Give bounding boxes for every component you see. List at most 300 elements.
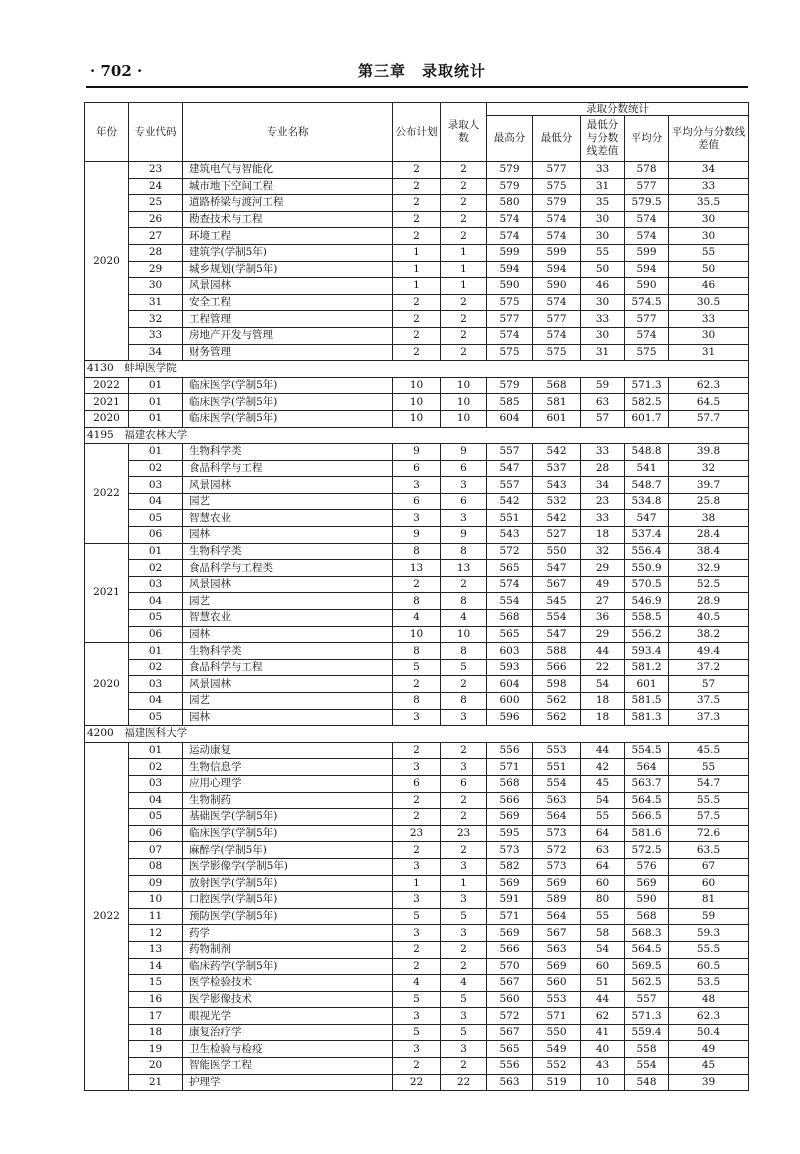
table-row [85,593,749,610]
code-cell: 21 [129,1074,183,1091]
avg-cell: 556.2 [625,626,669,643]
table-row [85,858,749,875]
admitted-cell: 2 [441,344,487,361]
min-cell: 594 [533,261,581,278]
avg-diff-cell: 37.2 [669,659,749,676]
code-cell: 02 [129,759,183,776]
min-cell: 562 [533,693,581,710]
avg-cell: 594 [625,261,669,278]
code-cell: 03 [129,477,183,494]
table-row [85,162,749,179]
max-cell: 565 [487,560,533,577]
plan-cell: 8 [393,543,441,560]
avg-cell: 576 [625,858,669,875]
admitted-cell: 2 [441,311,487,328]
admitted-cell: 2 [441,742,487,759]
plan-cell: 23 [393,825,441,842]
page-number: · 702 · [90,62,143,80]
table-row [85,477,749,494]
plan-cell: 9 [393,527,441,544]
institution-name: 4195 福建农林大学 [85,427,749,444]
max-cell: 557 [487,444,533,461]
avg-cell: 556.4 [625,543,669,560]
chapter-title: 第三章 录取统计 [358,62,487,80]
admitted-cell: 23 [441,825,487,842]
plan-cell: 2 [393,311,441,328]
max-cell: 567 [487,1024,533,1041]
name-cell: 麻醉学(学制5年) [183,842,393,859]
header-rule [86,86,748,88]
avg-diff-cell: 55.5 [669,941,749,958]
code-cell: 05 [129,610,183,627]
name-cell: 建筑学(学制5年) [183,244,393,261]
min-diff-cell: 41 [581,1024,625,1041]
plan-cell: 2 [393,676,441,693]
admitted-cell: 6 [441,460,487,477]
min-cell: 560 [533,975,581,992]
admitted-cell: 8 [441,693,487,710]
table-row [85,560,749,577]
name-cell: 风景园林 [183,278,393,295]
avg-diff-cell: 38.4 [669,543,749,560]
name-cell: 眼视光学 [183,1008,393,1025]
min-cell: 547 [533,560,581,577]
min-cell: 599 [533,244,581,261]
min-diff-cell: 27 [581,593,625,610]
year-cell: 2022 [85,444,129,544]
code-cell: 19 [129,1041,183,1058]
avg-diff-cell: 50.4 [669,1024,749,1041]
name-cell: 风景园林 [183,576,393,593]
min-diff-cell: 51 [581,975,625,992]
avg-cell: 564.5 [625,792,669,809]
min-cell: 573 [533,825,581,842]
avg-diff-cell: 62.3 [669,377,749,394]
code-cell: 09 [129,875,183,892]
table-row [85,576,749,593]
name-cell: 园艺 [183,693,393,710]
table-row [85,626,749,643]
plan-cell: 3 [393,1008,441,1025]
plan-cell: 9 [393,444,441,461]
institution-row [85,726,749,743]
plan-cell: 1 [393,278,441,295]
avg-cell: 568.3 [625,925,669,942]
year-cell: 2021 [85,394,129,411]
code-cell: 24 [129,178,183,195]
admission-stats-table [84,102,749,1091]
min-cell: 545 [533,593,581,610]
code-cell: 26 [129,211,183,228]
avg-cell: 575 [625,344,669,361]
max-cell: 560 [487,991,533,1008]
avg-cell: 601 [625,676,669,693]
min-cell: 527 [533,527,581,544]
max-cell: 567 [487,975,533,992]
avg-cell: 574.5 [625,294,669,311]
admitted-cell: 2 [441,809,487,826]
plan-cell: 2 [393,792,441,809]
max-cell: 565 [487,626,533,643]
name-cell: 生物科学类 [183,643,393,660]
max-cell: 542 [487,493,533,510]
code-cell: 01 [129,643,183,660]
avg-diff-cell: 30.5 [669,294,749,311]
table-row [85,543,749,560]
institution-name: 4200 福建医科大学 [85,726,749,743]
plan-cell: 2 [393,327,441,344]
min-diff-cell: 64 [581,825,625,842]
min-diff-cell: 50 [581,261,625,278]
table-row [85,228,749,245]
plan-cell: 2 [393,1058,441,1075]
min-cell: 571 [533,1008,581,1025]
max-cell: 582 [487,858,533,875]
min-diff-cell: 62 [581,1008,625,1025]
table-row [85,327,749,344]
table-row [85,875,749,892]
max-cell: 566 [487,941,533,958]
plan-cell: 10 [393,626,441,643]
min-cell: 569 [533,958,581,975]
avg-diff-cell: 49.4 [669,643,749,660]
name-cell: 生物信息学 [183,759,393,776]
header-min: 最低分 [533,116,581,162]
name-cell: 园林 [183,709,393,726]
name-cell: 智慧农业 [183,610,393,627]
min-cell: 549 [533,1041,581,1058]
min-cell: 574 [533,228,581,245]
name-cell: 安全工程 [183,294,393,311]
avg-diff-cell: 33 [669,311,749,328]
avg-cell: 548 [625,1074,669,1091]
max-cell: 572 [487,543,533,560]
avg-cell: 568 [625,908,669,925]
name-cell: 临床医学(学制5年) [183,825,393,842]
avg-cell: 570.5 [625,576,669,593]
name-cell: 护理学 [183,1074,393,1091]
admitted-cell: 5 [441,659,487,676]
avg-cell: 550.9 [625,560,669,577]
avg-diff-cell: 54.7 [669,775,749,792]
avg-diff-cell: 37.5 [669,693,749,710]
name-cell: 基础医学(学制5年) [183,809,393,826]
avg-diff-cell: 30 [669,327,749,344]
table-row [85,659,749,676]
min-cell: 581 [533,394,581,411]
plan-cell: 8 [393,593,441,610]
admitted-cell: 2 [441,211,487,228]
admitted-cell: 3 [441,510,487,527]
avg-cell: 572.5 [625,842,669,859]
plan-cell: 2 [393,211,441,228]
admitted-cell: 1 [441,244,487,261]
max-cell: 590 [487,278,533,295]
table-row [85,244,749,261]
avg-cell: 574 [625,228,669,245]
name-cell: 药物制剂 [183,941,393,958]
year-cell: 2020 [85,410,129,427]
max-cell: 575 [487,294,533,311]
plan-cell: 2 [393,742,441,759]
avg-cell: 558 [625,1041,669,1058]
min-cell: 574 [533,327,581,344]
code-cell: 01 [129,394,183,411]
min-diff-cell: 60 [581,958,625,975]
admitted-cell: 3 [441,759,487,776]
name-cell: 放射医学(学制5年) [183,875,393,892]
admitted-cell: 3 [441,1008,487,1025]
avg-diff-cell: 52.5 [669,576,749,593]
avg-diff-cell: 31 [669,344,749,361]
code-cell: 32 [129,311,183,328]
year-cell: 2022 [85,377,129,394]
plan-cell: 3 [393,510,441,527]
table-row [85,975,749,992]
admitted-cell: 10 [441,626,487,643]
admitted-cell: 2 [441,958,487,975]
max-cell: 573 [487,842,533,859]
name-cell: 康复治疗学 [183,1024,393,1041]
admitted-cell: 9 [441,527,487,544]
plan-cell: 13 [393,560,441,577]
max-cell: 571 [487,759,533,776]
name-cell: 医学影像技术 [183,991,393,1008]
max-cell: 574 [487,211,533,228]
min-cell: 598 [533,676,581,693]
table-row [85,460,749,477]
max-cell: 580 [487,195,533,212]
avg-diff-cell: 28.9 [669,593,749,610]
plan-cell: 6 [393,493,441,510]
min-cell: 550 [533,1024,581,1041]
table-body [85,162,749,1091]
name-cell: 道路桥梁与渡河工程 [183,195,393,212]
min-diff-cell: 30 [581,228,625,245]
avg-diff-cell: 57.7 [669,410,749,427]
min-cell: 590 [533,278,581,295]
code-cell: 14 [129,958,183,975]
table-row [85,842,749,859]
max-cell: 593 [487,659,533,676]
admitted-cell: 10 [441,410,487,427]
min-diff-cell: 28 [581,460,625,477]
max-cell: 579 [487,162,533,179]
min-cell: 562 [533,709,581,726]
avg-cell: 534.8 [625,493,669,510]
min-cell: 572 [533,842,581,859]
code-cell: 06 [129,825,183,842]
avg-diff-cell: 72.6 [669,825,749,842]
avg-cell: 563.7 [625,775,669,792]
code-cell: 28 [129,244,183,261]
min-diff-cell: 80 [581,892,625,909]
table-row [85,178,749,195]
plan-cell: 5 [393,908,441,925]
admitted-cell: 8 [441,543,487,560]
min-diff-cell: 29 [581,626,625,643]
code-cell: 05 [129,709,183,726]
max-cell: 596 [487,709,533,726]
header-admitted: 录取人数 [441,103,487,162]
avg-diff-cell: 28.4 [669,527,749,544]
table-header [85,103,749,162]
min-diff-cell: 55 [581,908,625,925]
avg-diff-cell: 32 [669,460,749,477]
name-cell: 口腔医学(学制5年) [183,892,393,909]
table-row [85,610,749,627]
max-cell: 547 [487,460,533,477]
min-cell: 573 [533,858,581,875]
avg-diff-cell: 40.5 [669,610,749,627]
table-row [85,1024,749,1041]
min-cell: 552 [533,1058,581,1075]
min-cell: 542 [533,444,581,461]
max-cell: 574 [487,327,533,344]
admitted-cell: 8 [441,593,487,610]
plan-cell: 2 [393,958,441,975]
name-cell: 生物科学类 [183,543,393,560]
min-diff-cell: 55 [581,809,625,826]
header-year: 年份 [85,103,129,162]
plan-cell: 5 [393,1024,441,1041]
min-diff-cell: 54 [581,792,625,809]
code-cell: 06 [129,527,183,544]
plan-cell: 3 [393,892,441,909]
min-cell: 588 [533,643,581,660]
year-cell: 2022 [85,742,129,1090]
avg-cell: 581.2 [625,659,669,676]
max-cell: 569 [487,925,533,942]
admitted-cell: 2 [441,792,487,809]
avg-diff-cell: 33 [669,178,749,195]
min-diff-cell: 63 [581,842,625,859]
min-diff-cell: 55 [581,244,625,261]
name-cell: 建筑电气与智能化 [183,162,393,179]
min-diff-cell: 35 [581,195,625,212]
plan-cell: 2 [393,344,441,361]
table-row [85,709,749,726]
avg-cell: 578 [625,162,669,179]
avg-cell: 599 [625,244,669,261]
code-cell: 27 [129,228,183,245]
plan-cell: 22 [393,1074,441,1091]
min-diff-cell: 31 [581,178,625,195]
admitted-cell: 4 [441,975,487,992]
max-cell: 572 [487,1008,533,1025]
name-cell: 工程管理 [183,311,393,328]
code-cell: 01 [129,543,183,560]
plan-cell: 2 [393,228,441,245]
min-diff-cell: 29 [581,560,625,577]
code-cell: 29 [129,261,183,278]
year-cell: 2021 [85,543,129,643]
max-cell: 604 [487,676,533,693]
avg-diff-cell: 38 [669,510,749,527]
year-cell: 2020 [85,162,129,361]
avg-diff-cell: 39.8 [669,444,749,461]
min-diff-cell: 33 [581,311,625,328]
min-diff-cell: 18 [581,693,625,710]
plan-cell: 4 [393,975,441,992]
avg-diff-cell: 49 [669,1041,749,1058]
avg-diff-cell: 45.5 [669,742,749,759]
plan-cell: 4 [393,610,441,627]
avg-cell: 558.5 [625,610,669,627]
name-cell: 生物科学类 [183,444,393,461]
min-cell: 577 [533,311,581,328]
avg-diff-cell: 62.3 [669,1008,749,1025]
plan-cell: 2 [393,162,441,179]
avg-diff-cell: 59 [669,908,749,925]
table-row [85,809,749,826]
code-cell: 10 [129,892,183,909]
avg-cell: 537.4 [625,527,669,544]
min-cell: 575 [533,344,581,361]
name-cell: 智慧农业 [183,510,393,527]
avg-cell: 559.4 [625,1024,669,1041]
min-diff-cell: 64 [581,858,625,875]
min-diff-cell: 40 [581,1041,625,1058]
table-row [85,510,749,527]
code-cell: 34 [129,344,183,361]
admitted-cell: 22 [441,1074,487,1091]
admitted-cell: 1 [441,875,487,892]
table-row [85,676,749,693]
max-cell: 577 [487,311,533,328]
name-cell: 园林 [183,626,393,643]
avg-cell: 569.5 [625,958,669,975]
min-cell: 568 [533,377,581,394]
max-cell: 566 [487,792,533,809]
max-cell: 595 [487,825,533,842]
avg-cell: 571.3 [625,377,669,394]
avg-diff-cell: 38.2 [669,626,749,643]
code-cell: 08 [129,858,183,875]
max-cell: 557 [487,477,533,494]
plan-cell: 5 [393,659,441,676]
admitted-cell: 5 [441,1024,487,1041]
max-cell: 574 [487,576,533,593]
code-cell: 07 [129,842,183,859]
max-cell: 568 [487,775,533,792]
min-diff-cell: 57 [581,410,625,427]
code-cell: 06 [129,626,183,643]
code-cell: 12 [129,925,183,942]
max-cell: 579 [487,178,533,195]
avg-cell: 554.5 [625,742,669,759]
avg-cell: 579.5 [625,195,669,212]
avg-cell: 557 [625,991,669,1008]
plan-cell: 3 [393,477,441,494]
table-row [85,693,749,710]
avg-diff-cell: 48 [669,991,749,1008]
max-cell: 600 [487,693,533,710]
avg-diff-cell: 35.5 [669,195,749,212]
admitted-cell: 2 [441,195,487,212]
name-cell: 环境工程 [183,228,393,245]
name-cell: 临床医学(学制5年) [183,377,393,394]
avg-cell: 569 [625,875,669,892]
min-diff-cell: 44 [581,742,625,759]
avg-diff-cell: 32.9 [669,560,749,577]
plan-cell: 3 [393,759,441,776]
plan-cell: 2 [393,195,441,212]
max-cell: 551 [487,510,533,527]
table-row [85,444,749,461]
min-cell: 519 [533,1074,581,1091]
plan-cell: 3 [393,858,441,875]
